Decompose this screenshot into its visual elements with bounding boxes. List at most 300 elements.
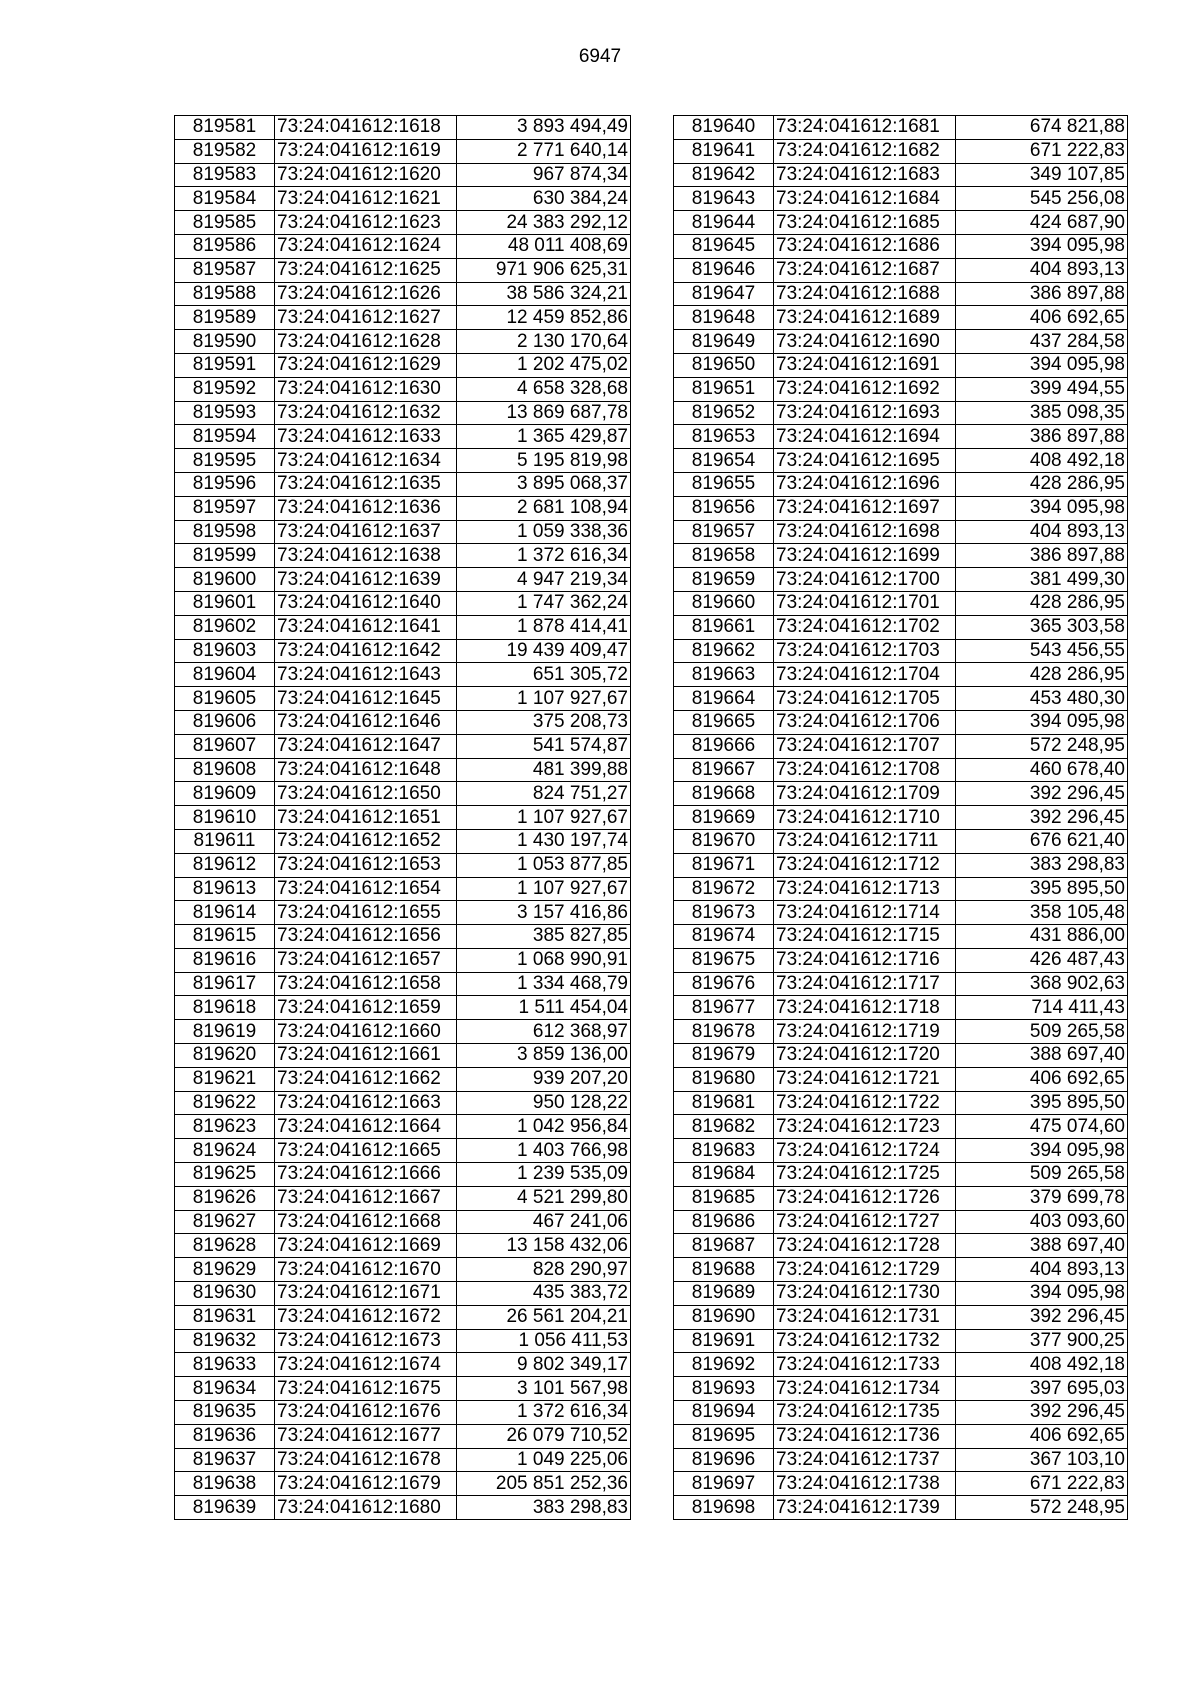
record-number-cell: 819635 [175,1401,275,1425]
value-cell: 1 056 411,53 [457,1329,631,1353]
value-cell: 385 098,35 [956,401,1128,425]
table-row [674,877,1128,901]
cadastral-number-cell: 73:24:041612:1704 [774,663,956,687]
cadastral-number-cell: 73:24:041612:1632 [275,401,457,425]
value-cell: 612 368,97 [457,1020,631,1044]
table-row [674,1044,1128,1068]
record-number-cell: 819633 [175,1353,275,1377]
cadastral-number-cell: 73:24:041612:1711 [774,829,956,853]
value-cell: 408 492,18 [956,449,1128,473]
cadastral-number-cell: 73:24:041612:1669 [275,1234,457,1258]
cadastral-number-cell: 73:24:041612:1690 [774,330,956,354]
value-cell: 403 093,60 [956,1210,1128,1234]
record-number-cell: 819586 [175,234,275,258]
value-cell: 824 751,27 [457,782,631,806]
cadastral-number-cell: 73:24:041612:1648 [275,758,457,782]
table-row [175,568,631,592]
table-row [175,211,631,235]
cadastral-number-cell: 73:24:041612:1667 [275,1186,457,1210]
record-number-cell: 819687 [674,1234,774,1258]
cadastral-number-cell: 73:24:041612:1658 [275,972,457,996]
table-row [175,591,631,615]
cadastral-number-cell: 73:24:041612:1659 [275,996,457,1020]
cadastral-number-cell: 73:24:041612:1725 [774,1163,956,1187]
record-number-cell: 819587 [175,258,275,282]
table-row [674,1424,1128,1448]
record-number-cell: 819675 [674,948,774,972]
value-cell: 406 692,65 [956,1424,1128,1448]
table-row [674,1472,1128,1496]
cadastral-number-cell: 73:24:041612:1688 [774,282,956,306]
table-row [175,1424,631,1448]
record-number-cell: 819625 [175,1163,275,1187]
record-number-cell: 819627 [175,1210,275,1234]
value-cell: 394 095,98 [956,234,1128,258]
value-cell: 388 697,40 [956,1234,1128,1258]
table-row [674,710,1128,734]
cadastral-number-cell: 73:24:041612:1650 [275,782,457,806]
value-cell: 392 296,45 [956,1305,1128,1329]
record-number-cell: 819663 [674,663,774,687]
value-cell: 671 222,83 [956,1472,1128,1496]
value-cell: 437 284,58 [956,330,1128,354]
value-cell: 1 511 454,04 [457,996,631,1020]
table-row [674,1210,1128,1234]
value-cell: 4 658 328,68 [457,377,631,401]
table-row [674,901,1128,925]
table-row [175,306,631,330]
cadastral-number-cell: 73:24:041612:1731 [774,1305,956,1329]
record-number-cell: 819683 [674,1139,774,1163]
cadastral-number-cell: 73:24:041612:1682 [774,139,956,163]
table-row [175,1091,631,1115]
cadastral-number-cell: 73:24:041612:1697 [774,496,956,520]
table-row [674,282,1128,306]
table-row [674,1353,1128,1377]
record-number-cell: 819593 [175,401,275,425]
table-row [674,1258,1128,1282]
cadastral-number-cell: 73:24:041612:1663 [275,1091,457,1115]
record-number-cell: 819665 [674,710,774,734]
record-number-cell: 819694 [674,1401,774,1425]
value-cell: 967 874,34 [457,163,631,187]
table-row [674,449,1128,473]
table-row [175,544,631,568]
cadastral-number-cell: 73:24:041612:1626 [275,282,457,306]
cadastral-number-cell: 73:24:041612:1625 [275,258,457,282]
cadastral-number-cell: 73:24:041612:1627 [275,306,457,330]
table-row [175,925,631,949]
cadastral-number-cell: 73:24:041612:1636 [275,496,457,520]
record-number-cell: 819582 [175,139,275,163]
value-cell: 1 430 197,74 [457,829,631,853]
cadastral-number-cell: 73:24:041612:1660 [275,1020,457,1044]
record-number-cell: 819632 [175,1329,275,1353]
record-number-cell: 819685 [674,1186,774,1210]
record-number-cell: 819640 [674,116,774,140]
cadastral-number-cell: 73:24:041612:1714 [774,901,956,925]
table-row [674,853,1128,877]
record-number-cell: 819619 [175,1020,275,1044]
cadastral-number-cell: 73:24:041612:1618 [275,116,457,140]
value-cell: 5 195 819,98 [457,449,631,473]
table-row [674,615,1128,639]
cadastral-number-cell: 73:24:041612:1698 [774,520,956,544]
cadastral-number-cell: 73:24:041612:1675 [275,1377,457,1401]
record-number-cell: 819583 [175,163,275,187]
table-row [175,520,631,544]
cadastral-number-cell: 73:24:041612:1635 [275,472,457,496]
table-row [175,948,631,972]
table-row [175,163,631,187]
record-number-cell: 819660 [674,591,774,615]
cadastral-number-cell: 73:24:041612:1719 [774,1020,956,1044]
table-row [674,687,1128,711]
record-number-cell: 819659 [674,568,774,592]
table-row [674,425,1128,449]
cadastral-number-cell: 73:24:041612:1701 [774,591,956,615]
value-cell: 1 878 414,41 [457,615,631,639]
value-cell: 2 681 108,94 [457,496,631,520]
cadastral-number-cell: 73:24:041612:1730 [774,1282,956,1306]
record-number-cell: 819599 [175,544,275,568]
cadastral-number-cell: 73:24:041612:1640 [275,591,457,615]
record-number-cell: 819641 [674,139,774,163]
table-row [175,187,631,211]
cadastral-number-cell: 73:24:041612:1732 [774,1329,956,1353]
table-row [674,1496,1128,1520]
record-number-cell: 819585 [175,211,275,235]
record-number-cell: 819670 [674,829,774,853]
value-cell: 950 128,22 [457,1091,631,1115]
value-cell: 383 298,83 [956,853,1128,877]
value-cell: 394 095,98 [956,496,1128,520]
record-number-cell: 819630 [175,1282,275,1306]
table-row [674,734,1128,758]
record-number-cell: 819652 [674,401,774,425]
record-number-cell: 819650 [674,353,774,377]
value-cell: 475 074,60 [956,1115,1128,1139]
table-row [674,234,1128,258]
value-cell: 3 895 068,37 [457,472,631,496]
value-cell: 971 906 625,31 [457,258,631,282]
cadastral-number-cell: 73:24:041612:1633 [275,425,457,449]
value-cell: 386 897,88 [956,544,1128,568]
table-row [674,948,1128,972]
record-number-cell: 819647 [674,282,774,306]
cadastral-number-cell: 73:24:041612:1721 [774,1067,956,1091]
value-cell: 368 902,63 [956,972,1128,996]
cadastral-number-cell: 73:24:041612:1672 [275,1305,457,1329]
cadastral-number-cell: 73:24:041612:1628 [275,330,457,354]
value-cell: 431 886,00 [956,925,1128,949]
record-number-cell: 819645 [674,234,774,258]
record-number-cell: 819615 [175,925,275,949]
record-number-cell: 819623 [175,1115,275,1139]
table-row [175,782,631,806]
table-row [674,782,1128,806]
cadastral-number-cell: 73:24:041612:1734 [774,1377,956,1401]
table-row [175,116,631,140]
value-cell: 3 157 416,86 [457,901,631,925]
record-number-cell: 819692 [674,1353,774,1377]
value-cell: 435 383,72 [457,1282,631,1306]
cadastral-number-cell: 73:24:041612:1718 [774,996,956,1020]
value-cell: 383 298,83 [457,1496,631,1520]
table-row [674,806,1128,830]
table-row [175,1472,631,1496]
cadastral-number-cell: 73:24:041612:1670 [275,1258,457,1282]
value-cell: 2 130 170,64 [457,330,631,354]
cadastral-number-cell: 73:24:041612:1700 [774,568,956,592]
value-cell: 38 586 324,21 [457,282,631,306]
cadastral-number-cell: 73:24:041612:1710 [774,806,956,830]
cadastral-number-cell: 73:24:041612:1686 [774,234,956,258]
table-row [175,806,631,830]
cadastral-number-cell: 73:24:041612:1619 [275,139,457,163]
cadastral-number-cell: 73:24:041612:1641 [275,615,457,639]
record-number-cell: 819697 [674,1472,774,1496]
cadastral-number-cell: 73:24:041612:1677 [275,1424,457,1448]
cadastral-number-cell: 73:24:041612:1729 [774,1258,956,1282]
record-number-cell: 819673 [674,901,774,925]
record-number-cell: 819671 [674,853,774,877]
record-number-cell: 819678 [674,1020,774,1044]
cadastral-number-cell: 73:24:041612:1724 [774,1139,956,1163]
cadastral-number-cell: 73:24:041612:1716 [774,948,956,972]
table-row [674,211,1128,235]
cadastral-number-cell: 73:24:041612:1737 [774,1448,956,1472]
value-cell: 367 103,10 [956,1448,1128,1472]
value-cell: 1 747 362,24 [457,591,631,615]
record-number-cell: 819581 [175,116,275,140]
value-cell: 545 256,08 [956,187,1128,211]
table-row [175,734,631,758]
table-row [175,1305,631,1329]
record-number-cell: 819643 [674,187,774,211]
table-row [674,520,1128,544]
table-row [674,353,1128,377]
cadastral-number-cell: 73:24:041612:1699 [774,544,956,568]
table-row [175,1448,631,1472]
record-number-cell: 819612 [175,853,275,877]
value-cell: 394 095,98 [956,1282,1128,1306]
value-cell: 406 692,65 [956,1067,1128,1091]
table-row [674,187,1128,211]
value-cell: 453 480,30 [956,687,1128,711]
record-number-cell: 819656 [674,496,774,520]
cadastral-number-cell: 73:24:041612:1656 [275,925,457,949]
record-number-cell: 819621 [175,1067,275,1091]
cadastral-number-cell: 73:24:041612:1678 [275,1448,457,1472]
table-row [674,306,1128,330]
table-row [674,1163,1128,1187]
value-cell: 408 492,18 [956,1353,1128,1377]
value-cell: 1 068 990,91 [457,948,631,972]
value-cell: 1 239 535,09 [457,1163,631,1187]
record-number-cell: 819618 [175,996,275,1020]
table-row [674,1401,1128,1425]
cadastral-number-cell: 73:24:041612:1621 [275,187,457,211]
table-row [175,353,631,377]
record-number-cell: 819669 [674,806,774,830]
record-number-cell: 819672 [674,877,774,901]
cadastral-number-cell: 73:24:041612:1692 [774,377,956,401]
table-row [674,116,1128,140]
record-number-cell: 819624 [175,1139,275,1163]
table-row [175,1258,631,1282]
record-number-cell: 819642 [674,163,774,187]
cadastral-number-cell: 73:24:041612:1712 [774,853,956,877]
value-cell: 541 574,87 [457,734,631,758]
table-row [175,710,631,734]
value-cell: 1 365 429,87 [457,425,631,449]
record-number-cell: 819680 [674,1067,774,1091]
table-row [674,639,1128,663]
cadastral-number-cell: 73:24:041612:1727 [774,1210,956,1234]
cadastral-number-cell: 73:24:041612:1684 [774,187,956,211]
cadastral-number-cell: 73:24:041612:1707 [774,734,956,758]
table-row [175,1353,631,1377]
cadastral-number-cell: 73:24:041612:1708 [774,758,956,782]
record-number-cell: 819609 [175,782,275,806]
value-cell: 428 286,95 [956,663,1128,687]
table-row [175,1234,631,1258]
cadastral-number-cell: 73:24:041612:1639 [275,568,457,592]
table-row [175,663,631,687]
cadastral-number-cell: 73:24:041612:1738 [774,1472,956,1496]
cadastral-number-cell: 73:24:041612:1647 [275,734,457,758]
cadastral-number-cell: 73:24:041612:1664 [275,1115,457,1139]
cadastral-number-cell: 73:24:041612:1696 [774,472,956,496]
value-cell: 424 687,90 [956,211,1128,235]
record-number-cell: 819620 [175,1044,275,1068]
table-row [674,1115,1128,1139]
cadastral-number-cell: 73:24:041612:1717 [774,972,956,996]
value-cell: 676 621,40 [956,829,1128,853]
cadastral-number-cell: 73:24:041612:1689 [774,306,956,330]
value-cell: 358 105,48 [956,901,1128,925]
value-cell: 392 296,45 [956,1401,1128,1425]
record-number-cell: 819653 [674,425,774,449]
value-cell: 828 290,97 [457,1258,631,1282]
cadastral-number-cell: 73:24:041612:1646 [275,710,457,734]
table-row [175,1329,631,1353]
value-cell: 13 158 432,06 [457,1234,631,1258]
value-cell: 9 802 349,17 [457,1353,631,1377]
cadastral-number-cell: 73:24:041612:1661 [275,1044,457,1068]
table-row [674,829,1128,853]
record-number-cell: 819588 [175,282,275,306]
data-table-right [673,115,1128,1520]
cadastral-number-cell: 73:24:041612:1685 [774,211,956,235]
record-number-cell: 819651 [674,377,774,401]
value-cell: 1 107 927,67 [457,877,631,901]
cadastral-number-cell: 73:24:041612:1735 [774,1401,956,1425]
record-number-cell: 819629 [175,1258,275,1282]
record-number-cell: 819617 [175,972,275,996]
table-row [175,615,631,639]
record-number-cell: 819604 [175,663,275,687]
table-row [674,1091,1128,1115]
value-cell: 392 296,45 [956,782,1128,806]
page-number: 6947 [578,46,622,67]
value-cell: 509 265,58 [956,1163,1128,1187]
table-row [674,401,1128,425]
record-number-cell: 819688 [674,1258,774,1282]
cadastral-number-cell: 73:24:041612:1709 [774,782,956,806]
cadastral-number-cell: 73:24:041612:1665 [275,1139,457,1163]
table-row [674,496,1128,520]
table-row [674,758,1128,782]
record-number-cell: 819597 [175,496,275,520]
value-cell: 543 456,55 [956,639,1128,663]
cadastral-number-cell: 73:24:041612:1681 [774,116,956,140]
record-number-cell: 819628 [175,1234,275,1258]
value-cell: 392 296,45 [956,806,1128,830]
cadastral-number-cell: 73:24:041612:1666 [275,1163,457,1187]
cadastral-number-cell: 73:24:041612:1653 [275,853,457,877]
value-cell: 426 487,43 [956,948,1128,972]
record-number-cell: 819614 [175,901,275,925]
cadastral-number-cell: 73:24:041612:1691 [774,353,956,377]
record-number-cell: 819693 [674,1377,774,1401]
record-number-cell: 819648 [674,306,774,330]
value-cell: 26 561 204,21 [457,1305,631,1329]
table-row [674,1329,1128,1353]
cadastral-number-cell: 73:24:041612:1652 [275,829,457,853]
value-cell: 19 439 409,47 [457,639,631,663]
record-number-cell: 819634 [175,1377,275,1401]
table-row [674,1448,1128,1472]
cadastral-number-cell: 73:24:041612:1645 [275,687,457,711]
value-cell: 349 107,85 [956,163,1128,187]
record-number-cell: 819655 [674,472,774,496]
record-number-cell: 819668 [674,782,774,806]
table-row [175,829,631,853]
value-cell: 3 893 494,49 [457,116,631,140]
table-row [674,472,1128,496]
record-number-cell: 819610 [175,806,275,830]
cadastral-number-cell: 73:24:041612:1693 [774,401,956,425]
record-number-cell: 819591 [175,353,275,377]
value-cell: 714 411,43 [956,996,1128,1020]
record-number-cell: 819603 [175,639,275,663]
record-number-cell: 819639 [175,1496,275,1520]
cadastral-number-cell: 73:24:041612:1683 [774,163,956,187]
cadastral-number-cell: 73:24:041612:1706 [774,710,956,734]
record-number-cell: 819626 [175,1186,275,1210]
table-row [175,639,631,663]
value-cell: 395 895,50 [956,1091,1128,1115]
value-cell: 365 303,58 [956,615,1128,639]
table-row [175,330,631,354]
value-cell: 404 893,13 [956,520,1128,544]
record-number-cell: 819677 [674,996,774,1020]
cadastral-number-cell: 73:24:041612:1702 [774,615,956,639]
table-row [175,1163,631,1187]
record-number-cell: 819613 [175,877,275,901]
value-cell: 428 286,95 [956,591,1128,615]
record-number-cell: 819682 [674,1115,774,1139]
record-number-cell: 819607 [175,734,275,758]
value-cell: 939 207,20 [457,1067,631,1091]
cadastral-number-cell: 73:24:041612:1630 [275,377,457,401]
record-number-cell: 819606 [175,710,275,734]
record-number-cell: 819592 [175,377,275,401]
record-number-cell: 819686 [674,1210,774,1234]
value-cell: 1 107 927,67 [457,806,631,830]
